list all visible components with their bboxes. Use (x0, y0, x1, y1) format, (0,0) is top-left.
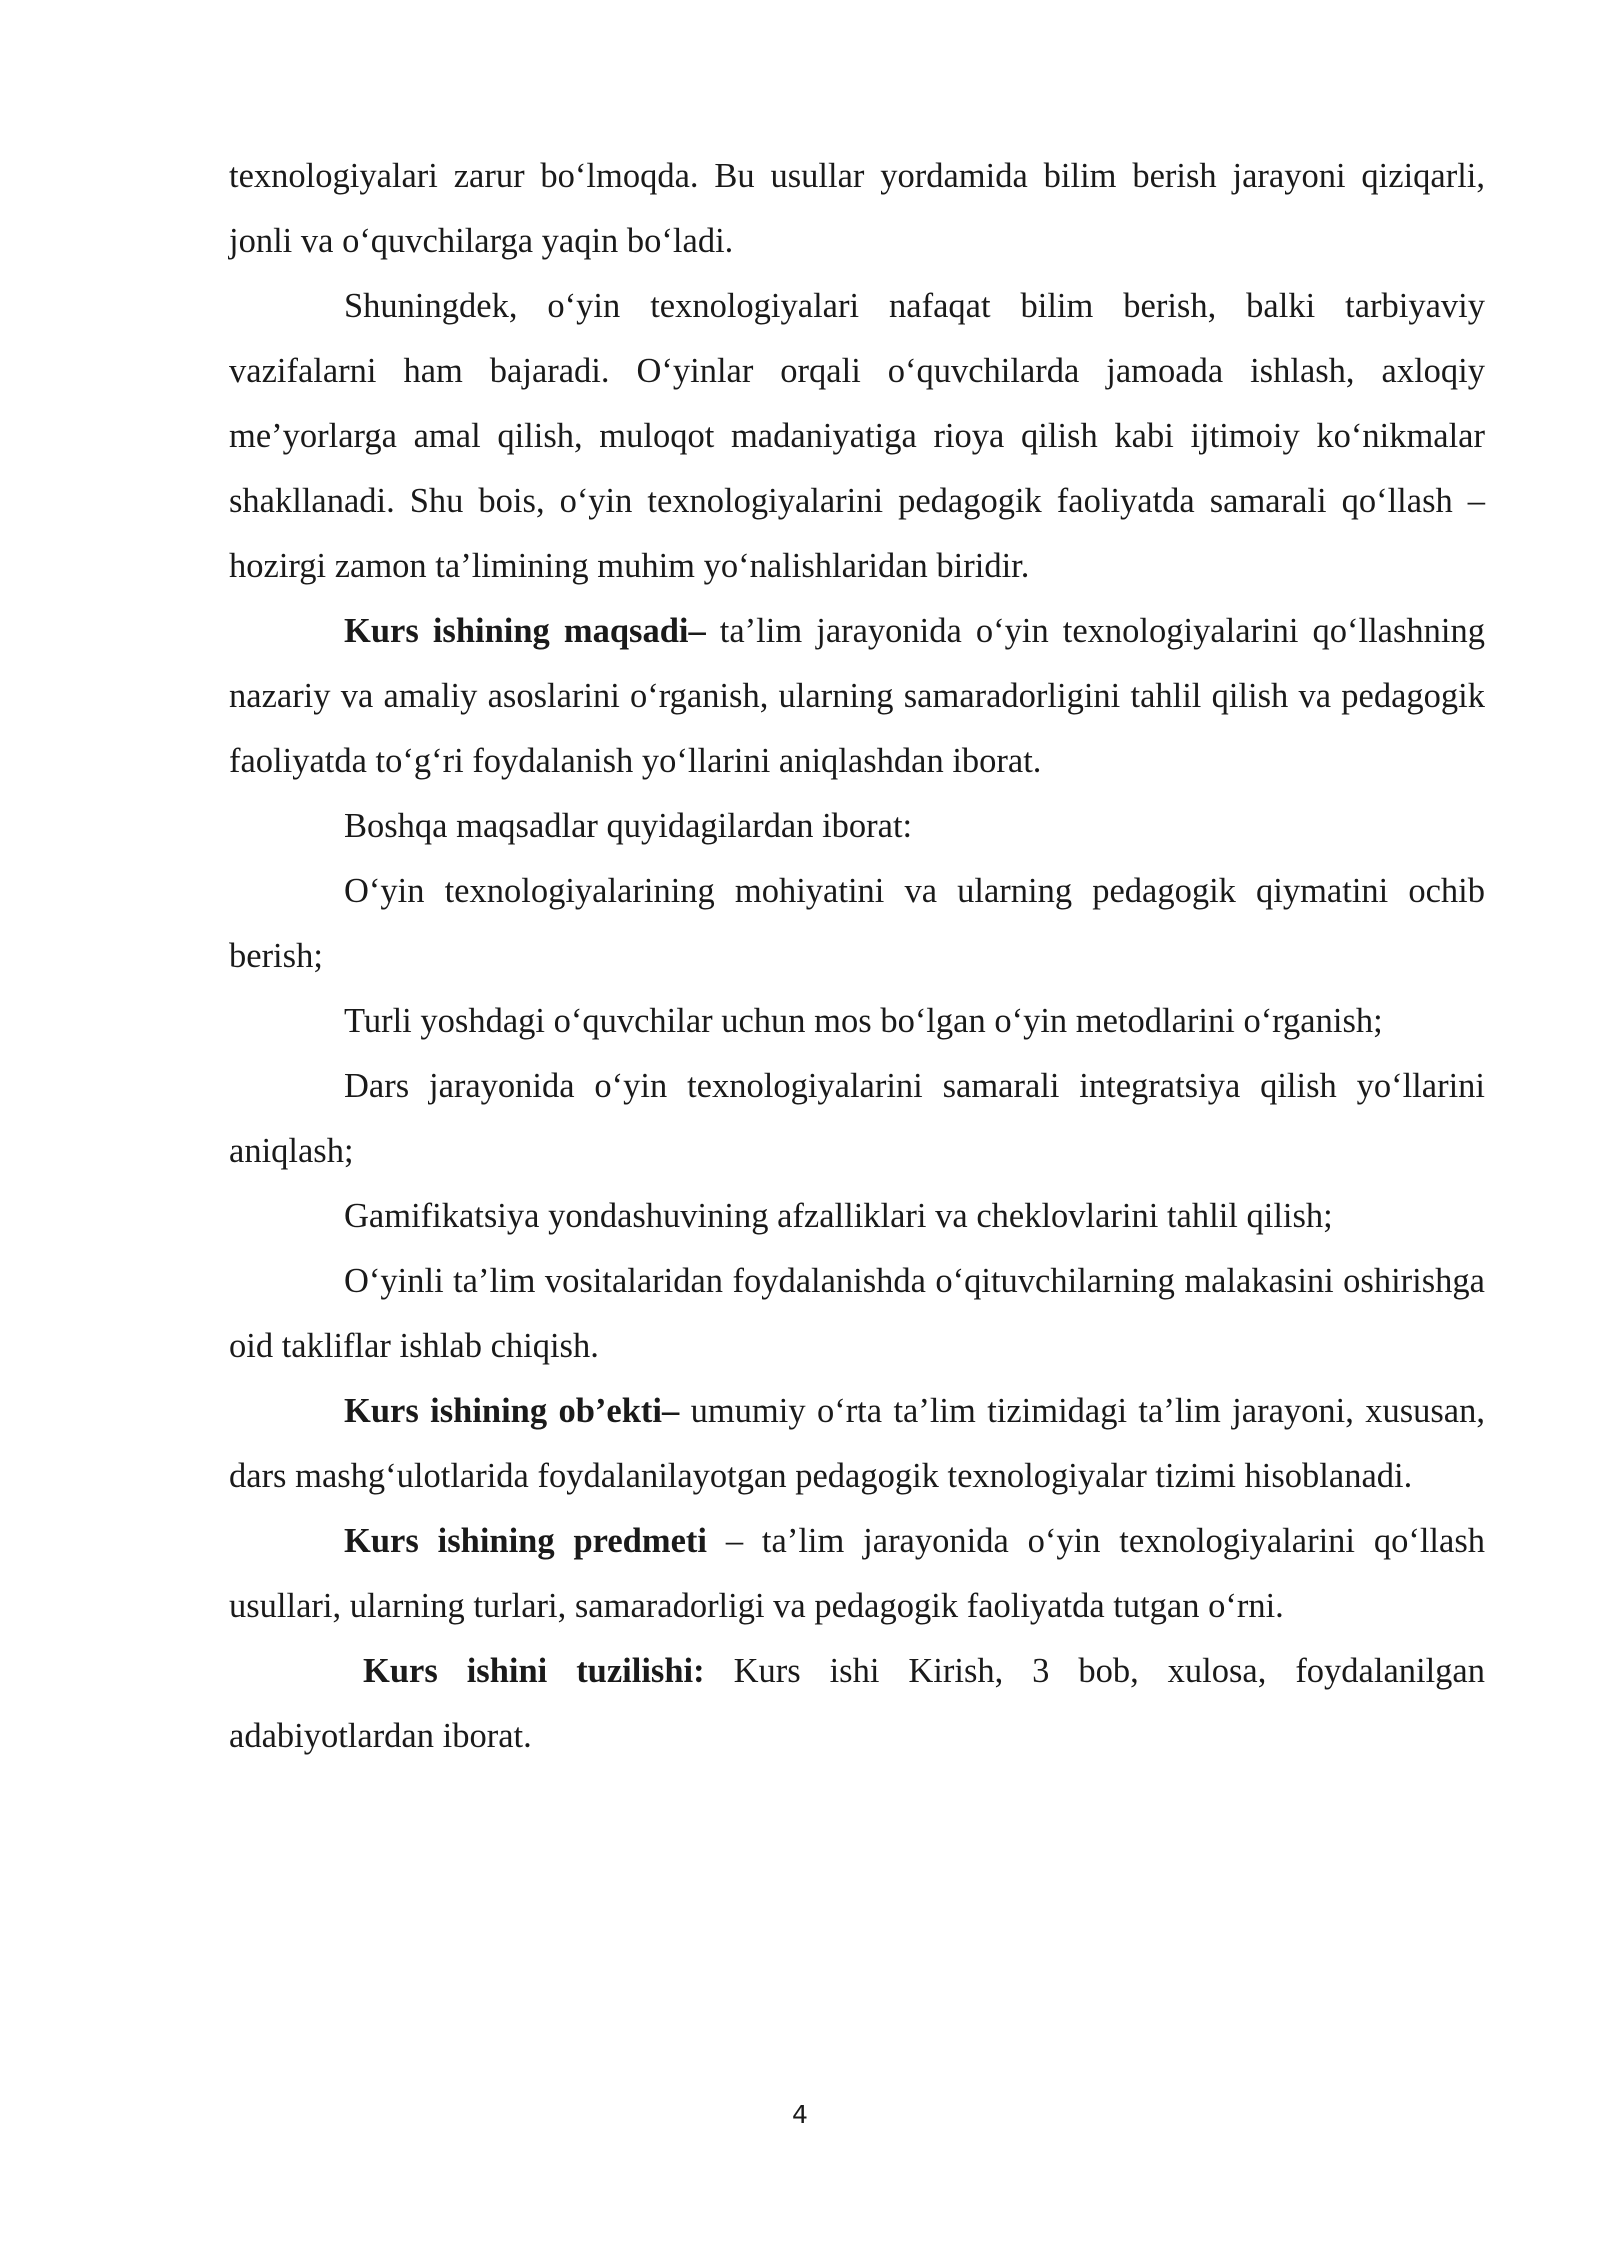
paragraph-goal (229, 599, 1485, 794)
list-item-goal-4 (229, 1184, 1485, 1249)
list-item-goal-5 (229, 1249, 1485, 1379)
paragraph-text: ta’lim jarayonida o‘yin texnologiyalarini qo‘llashning nazariy va amaliy asoslarini o‘rganish, ularning samaradorligini tahlil qilish va pedagogik faoliyatda to‘g‘ri foydalanish yo‘llarini aniqlashdan iborat. (229, 612, 1485, 780)
paragraph-text: Turli yoshdagi o‘quvchilar uchun mos bo‘lgan o‘yin metodlarini o‘rganish; (344, 1002, 1383, 1040)
paragraph-text: umumiy o‘rta ta’lim tizimidagi ta’lim jarayoni, xususan, dars mashg‘ulotlarida foydalanilayotgan pedagogik texnologiyalar tizimi hisoblanadi. (229, 1392, 1485, 1495)
paragraph-text: Shuningdek, o‘yin texnologiyalari nafaqat bilim berish, balki tarbiyaviy vazifalarni ham bajaradi. O‘yinlar orqali o‘quvchilarda jamoada ishlash, axloqiy me’yorlarga amal qilish, muloqot madaniyatiga rioya qilish kabi ijtimoiy ko‘nikmalar shakllanadi. Shu bois, o‘yin texnologiyalarini pedagogik faoliyatda samarali qo‘llash – hozirgi zamon ta’limining muhim yo‘nalishlaridan biridir. (229, 287, 1485, 585)
paragraph-text: – ta’lim jarayonida o‘yin texnologiyalarini qo‘llash usullari, ularning turlari, samaradorligi va pedagogik faoliyatda tutgan o‘rni. (229, 1522, 1485, 1625)
paragraph-structure (229, 1639, 1485, 1769)
paragraph-object (229, 1379, 1485, 1509)
body-text (229, 144, 1485, 1769)
paragraph-text: Boshqa maqsadlar quyidagilardan iborat: (344, 807, 913, 845)
paragraph-text: O‘yinli ta’lim vositalaridan foydalanishda o‘qituvchilarning malakasini oshirishga oid takliflar ishlab chiqish. (229, 1262, 1485, 1365)
paragraph-text: Kurs ishi Kirish, 3 bob, xulosa, foydalanilgan adabiyotlardan iborat. (229, 1652, 1485, 1755)
paragraph-text: Dars jarayonida o‘yin texnologiyalarini samarali integratsiya qilish yo‘llarini aniqlash; (229, 1067, 1485, 1170)
object-heading: Kurs ishining ob’ekti– (344, 1392, 680, 1430)
paragraph-text: texnologiyalari zarur bo‘lmoqda. Bu usullar yordamida bilim berish jarayoni qiziqarli, jonli va o‘quvchilarga yaqin bo‘ladi. (229, 157, 1485, 260)
list-item-goal-3 (229, 1054, 1485, 1184)
page-number: 4 (792, 2100, 808, 2129)
goal-heading: Kurs ishining maqsadi– (344, 612, 706, 650)
paragraph-subject (229, 1509, 1485, 1639)
paragraph-continuation (229, 144, 1485, 274)
structure-heading: Kurs ishini tuzilishi: (363, 1652, 705, 1690)
list-item-goal-2 (229, 989, 1485, 1054)
paragraph-text: Gamifikatsiya yondashuvining afzalliklari va cheklovlarini tahlil qilish; (344, 1197, 1333, 1235)
paragraph-social-skills (229, 274, 1485, 599)
paragraph-text: O‘yin texnologiyalarining mohiyatini va ularning pedagogik qiymatini ochib berish; (229, 872, 1485, 975)
list-item-goal-1 (229, 859, 1485, 989)
subject-heading: Kurs ishining predmeti (344, 1522, 707, 1560)
paragraph-other-goals (229, 794, 1485, 859)
